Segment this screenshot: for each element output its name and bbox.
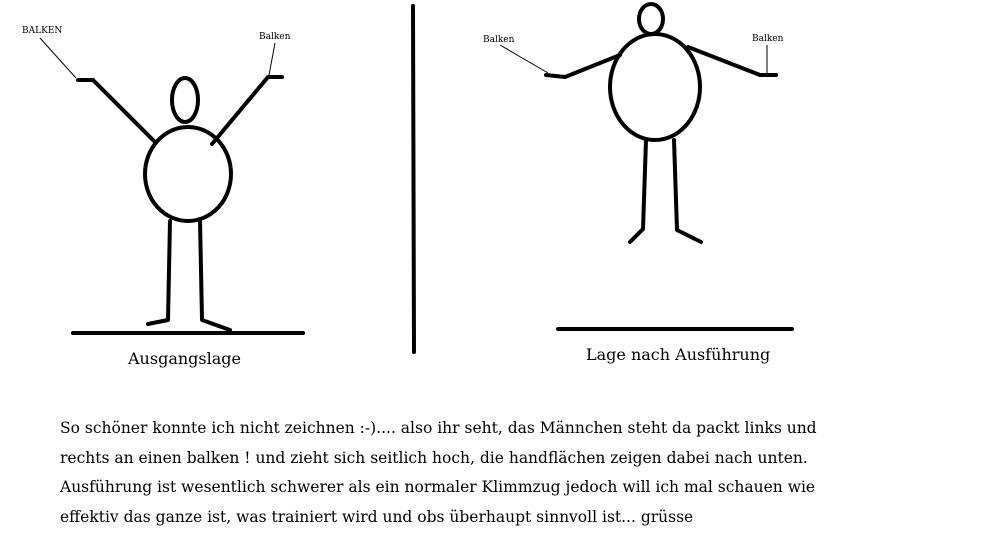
left-stick-figure: [40, 38, 303, 333]
right-figure-left-leg: [630, 140, 646, 242]
description-text: [60, 414, 880, 532]
left-figure-body: [145, 127, 231, 221]
right-figure-left-hand: [546, 75, 565, 77]
right-figure-body: [610, 34, 700, 140]
description-line-3: Ausführung ist wesentlich schwerer als ein normaler Klimmzug jedoch will ich mal schauen wie: [60, 478, 816, 496]
right-stick-figure: [500, 4, 792, 329]
left-figure-right-leg: [200, 220, 230, 330]
left-figure-right-arm: [212, 77, 268, 144]
left-bar-label-left: BALKEN: [22, 26, 63, 36]
left-figure-left-leg: [148, 221, 170, 324]
right-bar-label-right: Balken: [752, 34, 784, 44]
right-figure-head: [639, 4, 663, 34]
left-bar-pointer-left: [40, 38, 76, 78]
description-line-2: rechts an einen balken ! und zieht sich seitlich hoch, die handflächen zeigen dabei nach unten.: [60, 448, 808, 467]
left-caption: Ausgangslage: [128, 349, 241, 368]
description-line-4: effektiv das ganze ist, was trainiert wird und obs überhaupt sinnvoll ist... grüsse: [60, 507, 694, 526]
right-bar-pointer-left: [500, 45, 548, 73]
left-bar-label-right: Balken: [259, 32, 291, 42]
left-bar-pointer-right: [269, 43, 275, 75]
right-bar-label-left: Balken: [483, 35, 515, 45]
right-figure-right-leg: [674, 140, 701, 242]
left-figure-left-arm: [93, 80, 155, 142]
description-line-1: So schöner konnte ich nicht zeichnen :-).... also ihr seht, das Männchen steht da packt links und: [60, 419, 817, 437]
left-figure-head: [172, 78, 198, 122]
divider-line: [413, 6, 414, 352]
right-caption: Lage nach Ausführung: [586, 345, 771, 364]
